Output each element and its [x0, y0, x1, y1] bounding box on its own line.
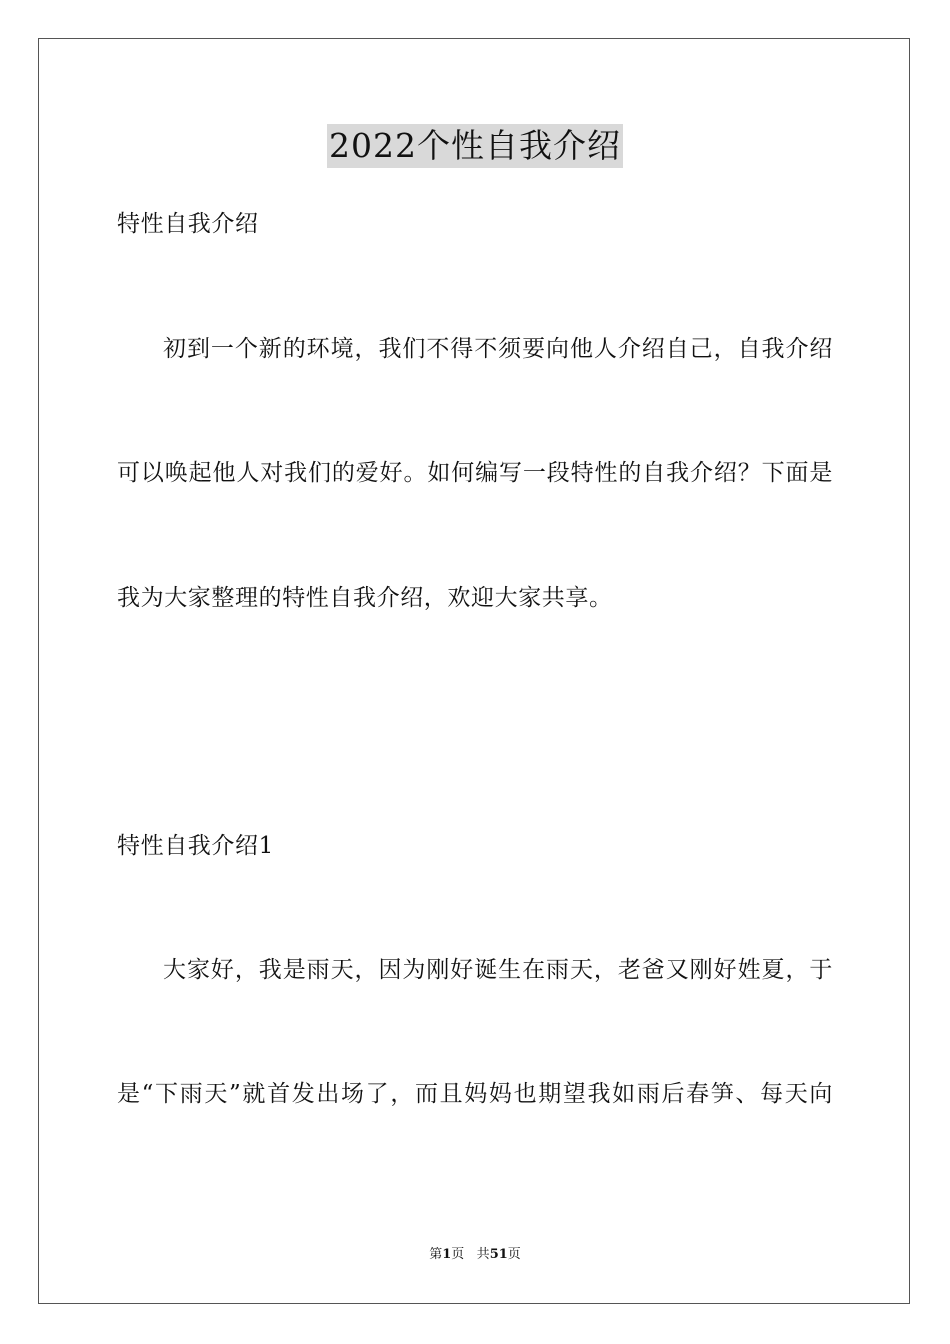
document-title: 2022个性自我介绍 — [327, 124, 623, 168]
document-title-wrapper — [0, 124, 950, 168]
page-label-prefix: 第 — [429, 1247, 443, 1262]
paragraph-line: 可以唤起他人对我们的爱好。如何编写一段特性的自我介绍？下面是 — [117, 460, 833, 486]
total-label-prefix: 共 — [476, 1247, 490, 1262]
total-label-suffix: 页 — [507, 1247, 521, 1262]
paragraph-line: 初到一个新的环境，我们不得不须要向他人介绍自己，自我介绍 — [163, 336, 833, 362]
paragraph-line: 我为大家整理的特性自我介绍，欢迎大家共享。 — [117, 585, 613, 611]
page-label-suffix: 页 — [451, 1247, 465, 1262]
total-pages: 51 — [489, 1247, 508, 1262]
section-heading: 特性自我介绍 — [117, 211, 259, 237]
page-number: 1 — [442, 1247, 452, 1262]
section-heading: 特性自我介绍1 — [117, 833, 274, 859]
paragraph-line: 大家好，我是雨天，因为刚好诞生在雨天，老爸又刚好姓夏，于 — [163, 957, 833, 983]
page-footer — [0, 1246, 950, 1264]
paragraph-line: 是“下雨天”就首发出场了，而且妈妈也期望我如雨后春笋、每天向 — [117, 1081, 833, 1107]
